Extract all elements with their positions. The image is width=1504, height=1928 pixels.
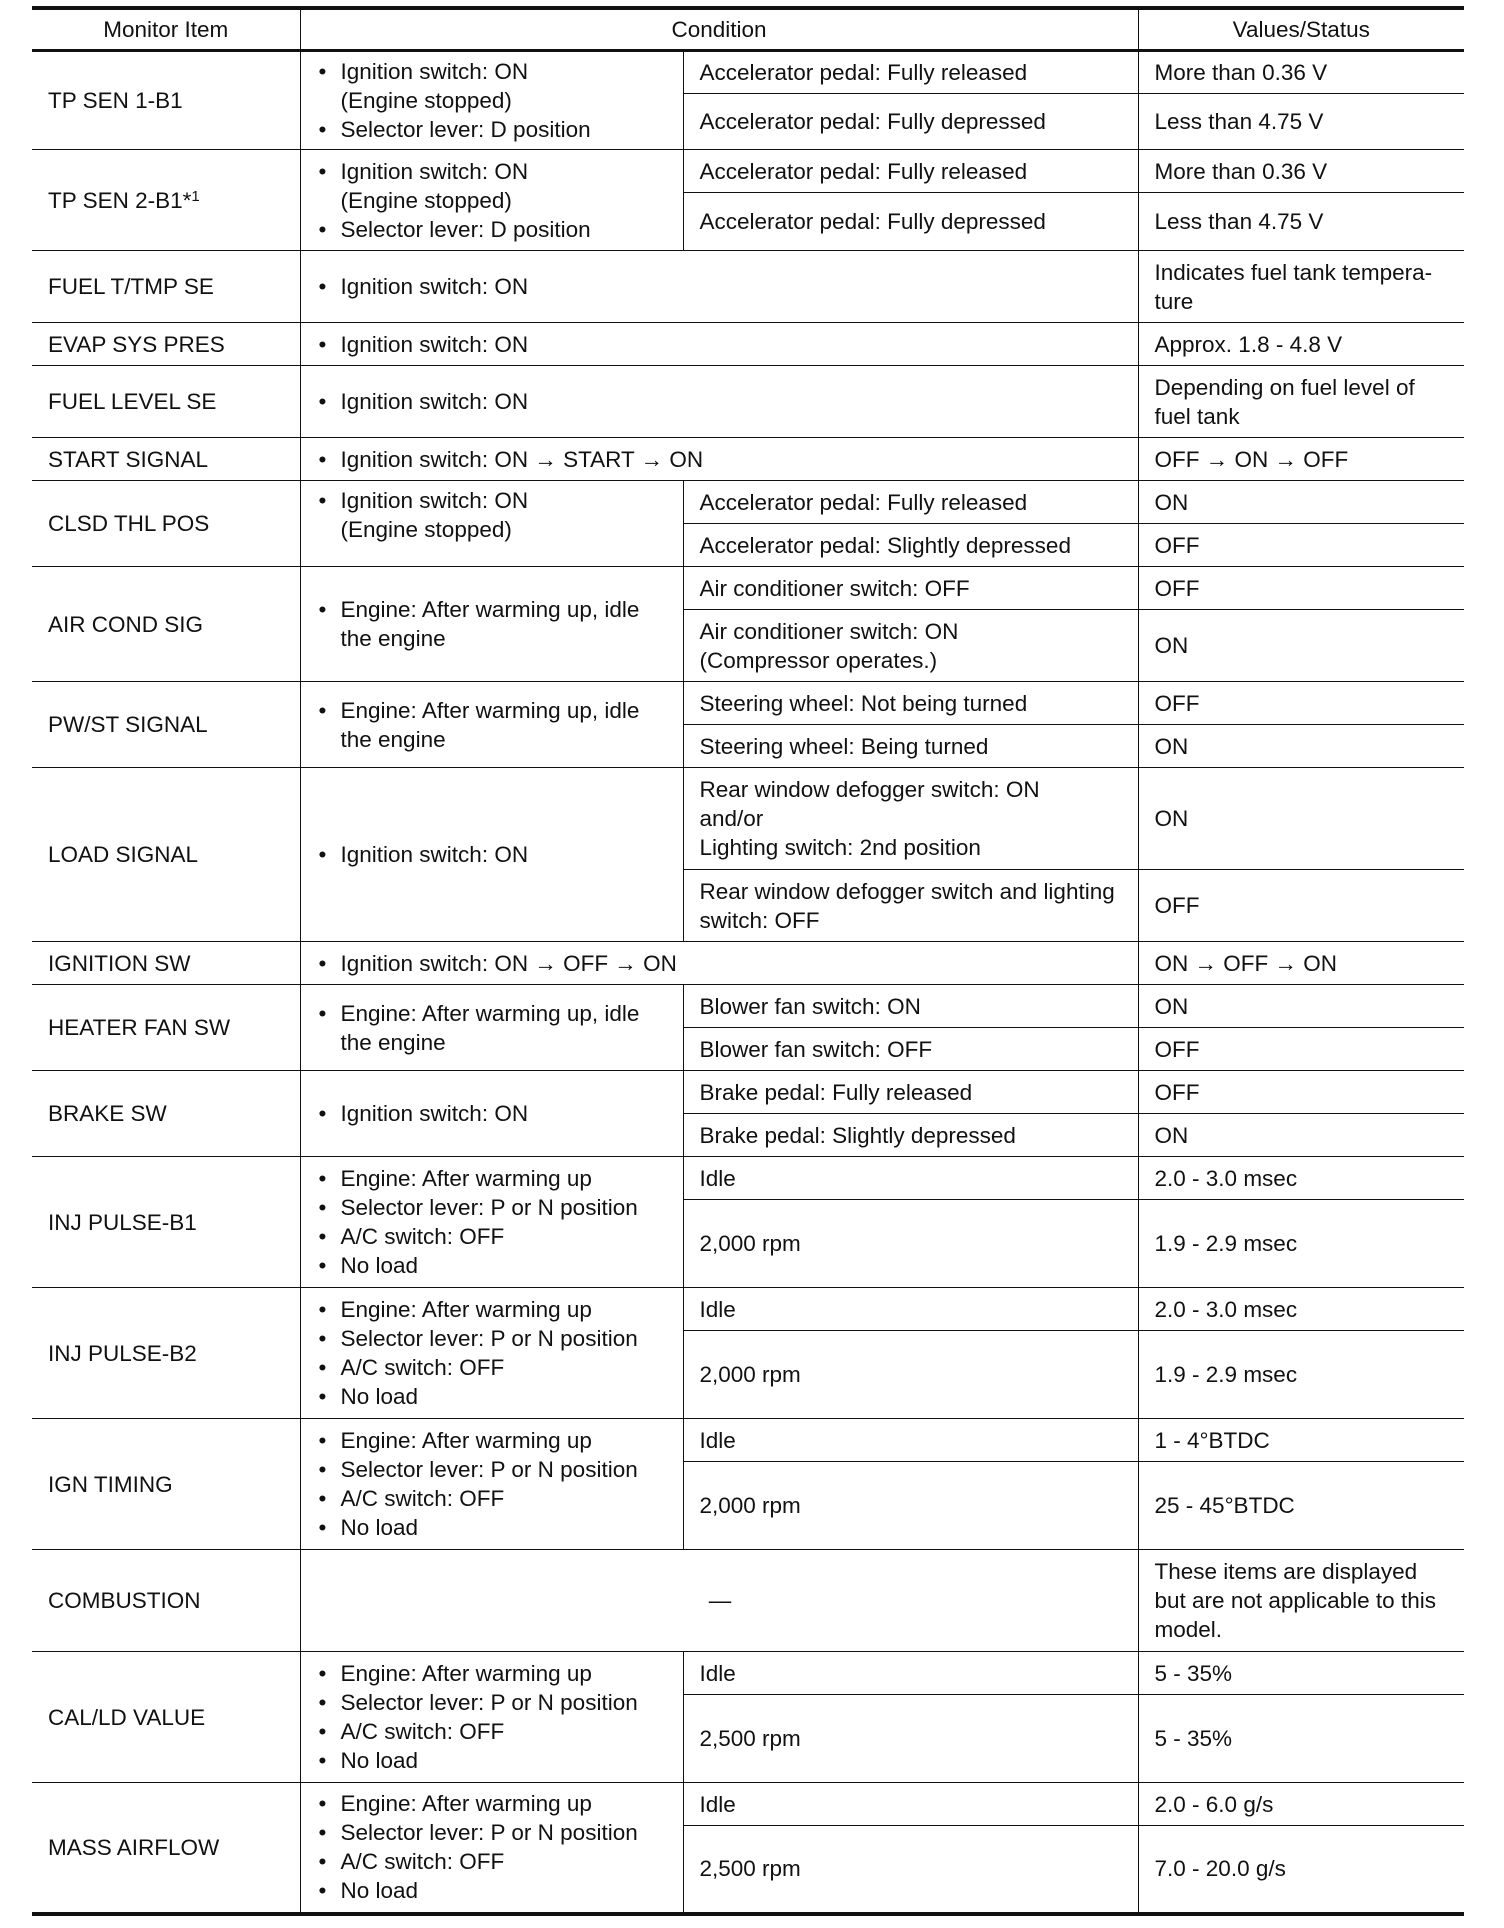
- condition-cell: [300, 51, 683, 150]
- sub-condition: Accelerator pedal: Slightly depressed: [683, 524, 1138, 567]
- sub-condition: Brake pedal: Slightly depressed: [683, 1114, 1138, 1157]
- header-condition: Condition: [300, 8, 1138, 51]
- monitor-item: LOAD SIGNAL: [32, 768, 300, 942]
- value-status: 1.9 - 2.9 msec: [1138, 1331, 1464, 1419]
- condition-line: • Engine: After warming up, idle the engine: [317, 595, 669, 653]
- monitor-item-document: [32, 6, 1464, 1916]
- sub-condition: Blower fan switch: ON: [683, 985, 1138, 1028]
- condition-line: • Engine: After warming up: [317, 1164, 669, 1193]
- value-status: OFF: [1138, 870, 1464, 942]
- sub-condition: Idle: [683, 1419, 1138, 1462]
- sub-condition: Accelerator pedal: Fully depressed: [683, 193, 1138, 251]
- sub-condition: Rear window defogger switch: ON and/or Lighting switch: 2nd position: [683, 768, 1138, 870]
- condition-cell: [300, 985, 683, 1071]
- table-row: [32, 438, 1464, 481]
- value-status: 5 - 35%: [1138, 1695, 1464, 1783]
- condition-line: • Selector lever: P or N position: [317, 1193, 669, 1222]
- value-status: OFF → ON → OFF: [1138, 438, 1464, 481]
- table-row: [32, 1157, 1464, 1200]
- monitor-item: CAL/LD VALUE: [32, 1652, 300, 1783]
- value-status: ON: [1138, 725, 1464, 768]
- condition-cell: [300, 323, 1138, 366]
- monitor-item: MASS AIRFLOW: [32, 1783, 300, 1914]
- value-status: OFF: [1138, 682, 1464, 725]
- value-status: More than 0.36 V: [1138, 51, 1464, 94]
- value-status: ON → OFF → ON: [1138, 942, 1464, 985]
- table-row: [32, 150, 1464, 193]
- monitor-item: IGNITION SW: [32, 942, 300, 985]
- monitor-item: AIR COND SIG: [32, 567, 300, 682]
- value-status: 5 - 35%: [1138, 1652, 1464, 1695]
- sub-condition: Accelerator pedal: Fully released: [683, 150, 1138, 193]
- monitor-item: EVAP SYS PRES: [32, 323, 300, 366]
- sub-condition: Idle: [683, 1288, 1138, 1331]
- condition-cell: [300, 1419, 683, 1550]
- value-status: OFF: [1138, 1071, 1464, 1114]
- monitor-item-table: [32, 6, 1464, 1916]
- sub-condition: Idle: [683, 1783, 1138, 1826]
- sub-condition: Brake pedal: Fully released: [683, 1071, 1138, 1114]
- sub-condition: Idle: [683, 1157, 1138, 1200]
- sub-condition: Accelerator pedal: Fully released: [683, 481, 1138, 524]
- monitor-item: PW/ST SIGNAL: [32, 682, 300, 768]
- condition-line: • Selector lever: D position: [317, 115, 669, 144]
- sub-condition: Steering wheel: Being turned: [683, 725, 1138, 768]
- footnote-marker: 1: [191, 187, 200, 205]
- value-status: Less than 4.75 V: [1138, 193, 1464, 251]
- condition-cell: —: [300, 1550, 1138, 1652]
- condition-cell: [300, 1288, 683, 1419]
- value-status: OFF: [1138, 1028, 1464, 1071]
- table-row: [32, 366, 1464, 438]
- value-status: ON: [1138, 610, 1464, 682]
- value-status: 1 - 4°BTDC: [1138, 1419, 1464, 1462]
- table-row: [32, 567, 1464, 610]
- table-row: [32, 768, 1464, 870]
- condition-cell: [300, 942, 1138, 985]
- monitor-item: INJ PULSE-B1: [32, 1157, 300, 1288]
- table-row: [32, 323, 1464, 366]
- value-status: ON: [1138, 481, 1464, 524]
- value-status: Indicates fuel tank tempera-ture: [1138, 251, 1464, 323]
- value-status: 2.0 - 3.0 msec: [1138, 1157, 1464, 1200]
- sub-condition: 2,500 rpm: [683, 1826, 1138, 1914]
- sub-condition: Blower fan switch: OFF: [683, 1028, 1138, 1071]
- condition-line: • Selector lever: P or N position: [317, 1455, 669, 1484]
- condition-cell: [300, 1157, 683, 1288]
- condition-line: • Engine: After warming up: [317, 1789, 669, 1818]
- monitor-item: FUEL T/TMP SE: [32, 251, 300, 323]
- condition-cell: [300, 567, 683, 682]
- value-status: 1.9 - 2.9 msec: [1138, 1200, 1464, 1288]
- condition-cell: [300, 150, 683, 251]
- monitor-item: BRAKE SW: [32, 1071, 300, 1157]
- condition-line: • Ignition switch: ON (Engine stopped): [317, 486, 669, 544]
- sub-condition: Air conditioner switch: ON (Compressor operates.): [683, 610, 1138, 682]
- monitor-item: START SIGNAL: [32, 438, 300, 481]
- condition-line: • Ignition switch: ON (Engine stopped): [317, 157, 669, 215]
- condition-line: • Engine: After warming up, idle the engine: [317, 696, 669, 754]
- table-row: [32, 481, 1464, 524]
- table-row: [32, 1071, 1464, 1114]
- value-status: Approx. 1.8 - 4.8 V: [1138, 323, 1464, 366]
- table-row: [32, 985, 1464, 1028]
- condition-line: • Selector lever: P or N position: [317, 1688, 669, 1717]
- condition-line: • Ignition switch: ON: [317, 1099, 669, 1128]
- value-status: Less than 4.75 V: [1138, 94, 1464, 150]
- condition-line: • No load: [317, 1382, 669, 1411]
- value-status: 25 - 45°BTDC: [1138, 1462, 1464, 1550]
- sub-condition: Air conditioner switch: OFF: [683, 567, 1138, 610]
- value-status: ON: [1138, 768, 1464, 870]
- sub-condition: Idle: [683, 1652, 1138, 1695]
- monitor-item: CLSD THL POS: [32, 481, 300, 567]
- condition-line: • Ignition switch: ON (Engine stopped): [317, 57, 669, 115]
- condition-cell: [300, 251, 1138, 323]
- monitor-item: INJ PULSE-B2: [32, 1288, 300, 1419]
- condition-line: • Selector lever: P or N position: [317, 1324, 669, 1353]
- condition-cell: [300, 366, 1138, 438]
- value-status: These items are displayed but are not applicable to this model.: [1138, 1550, 1464, 1652]
- monitor-item: FUEL LEVEL SE: [32, 366, 300, 438]
- condition-line: • Ignition switch: ON → START → ON: [317, 445, 1124, 474]
- condition-line: • Engine: After warming up: [317, 1295, 669, 1324]
- condition-line: • Ignition switch: ON: [317, 840, 669, 869]
- value-status: ON: [1138, 1114, 1464, 1157]
- sub-condition: Accelerator pedal: Fully depressed: [683, 94, 1138, 150]
- sub-condition: Steering wheel: Not being turned: [683, 682, 1138, 725]
- table-row: [32, 682, 1464, 725]
- value-status: More than 0.36 V: [1138, 150, 1464, 193]
- table-row: [32, 251, 1464, 323]
- condition-line: • Ignition switch: ON: [317, 387, 1124, 416]
- value-status: Depending on fuel level of fuel tank: [1138, 366, 1464, 438]
- condition-line: • No load: [317, 1746, 669, 1775]
- condition-line: • Engine: After warming up, idle the engine: [317, 999, 669, 1057]
- condition-cell: [300, 438, 1138, 481]
- monitor-item: TP SEN 1-B1: [32, 51, 300, 150]
- table-row: [32, 1652, 1464, 1695]
- condition-line: • Selector lever: P or N position: [317, 1818, 669, 1847]
- condition-cell: [300, 682, 683, 768]
- condition-line: • Engine: After warming up: [317, 1659, 669, 1688]
- monitor-item: TP SEN 2-B1*$^1$: [32, 150, 300, 251]
- condition-line: • No load: [317, 1876, 669, 1905]
- condition-line: • A/C switch: OFF: [317, 1353, 669, 1382]
- condition-line: • Engine: After warming up: [317, 1426, 669, 1455]
- condition-line: • Ignition switch: ON: [317, 272, 1124, 301]
- sub-condition: 2,500 rpm: [683, 1695, 1138, 1783]
- value-status: OFF: [1138, 567, 1464, 610]
- table-row: [32, 1419, 1464, 1462]
- condition-cell: [300, 1071, 683, 1157]
- sub-condition: 2,000 rpm: [683, 1331, 1138, 1419]
- condition-line: • A/C switch: OFF: [317, 1717, 669, 1746]
- table-row: [32, 942, 1464, 985]
- condition-line: • A/C switch: OFF: [317, 1847, 669, 1876]
- condition-cell: [300, 481, 683, 567]
- value-status: OFF: [1138, 524, 1464, 567]
- sub-condition: Rear window defogger switch and lighting switch: OFF: [683, 870, 1138, 942]
- sub-condition: Accelerator pedal: Fully released: [683, 51, 1138, 94]
- table-row: [32, 1288, 1464, 1331]
- condition-line: • A/C switch: OFF: [317, 1222, 669, 1251]
- table-row: [32, 1550, 1464, 1652]
- header-row: [32, 8, 1464, 51]
- monitor-item: HEATER FAN SW: [32, 985, 300, 1071]
- sub-condition: 2,000 rpm: [683, 1462, 1138, 1550]
- condition-line: • A/C switch: OFF: [317, 1484, 669, 1513]
- condition-line: • Ignition switch: ON → OFF → ON: [317, 949, 1124, 978]
- condition-cell: [300, 768, 683, 942]
- condition-line: • No load: [317, 1251, 669, 1280]
- table-row: [32, 51, 1464, 94]
- condition-line: • Selector lever: D position: [317, 215, 669, 244]
- condition-line: • No load: [317, 1513, 669, 1542]
- value-status: ON: [1138, 985, 1464, 1028]
- value-status: 2.0 - 6.0 g/s: [1138, 1783, 1464, 1826]
- header-values-status: Values/Status: [1138, 8, 1464, 51]
- header-monitor-item: Monitor Item: [32, 8, 300, 51]
- condition-line: • Ignition switch: ON: [317, 330, 1124, 359]
- value-status: 2.0 - 3.0 msec: [1138, 1288, 1464, 1331]
- value-status: 7.0 - 20.0 g/s: [1138, 1826, 1464, 1914]
- monitor-item: COMBUSTION: [32, 1550, 300, 1652]
- condition-cell: [300, 1652, 683, 1783]
- monitor-item: IGN TIMING: [32, 1419, 300, 1550]
- condition-cell: [300, 1783, 683, 1914]
- sub-condition: 2,000 rpm: [683, 1200, 1138, 1288]
- table-row: [32, 1783, 1464, 1826]
